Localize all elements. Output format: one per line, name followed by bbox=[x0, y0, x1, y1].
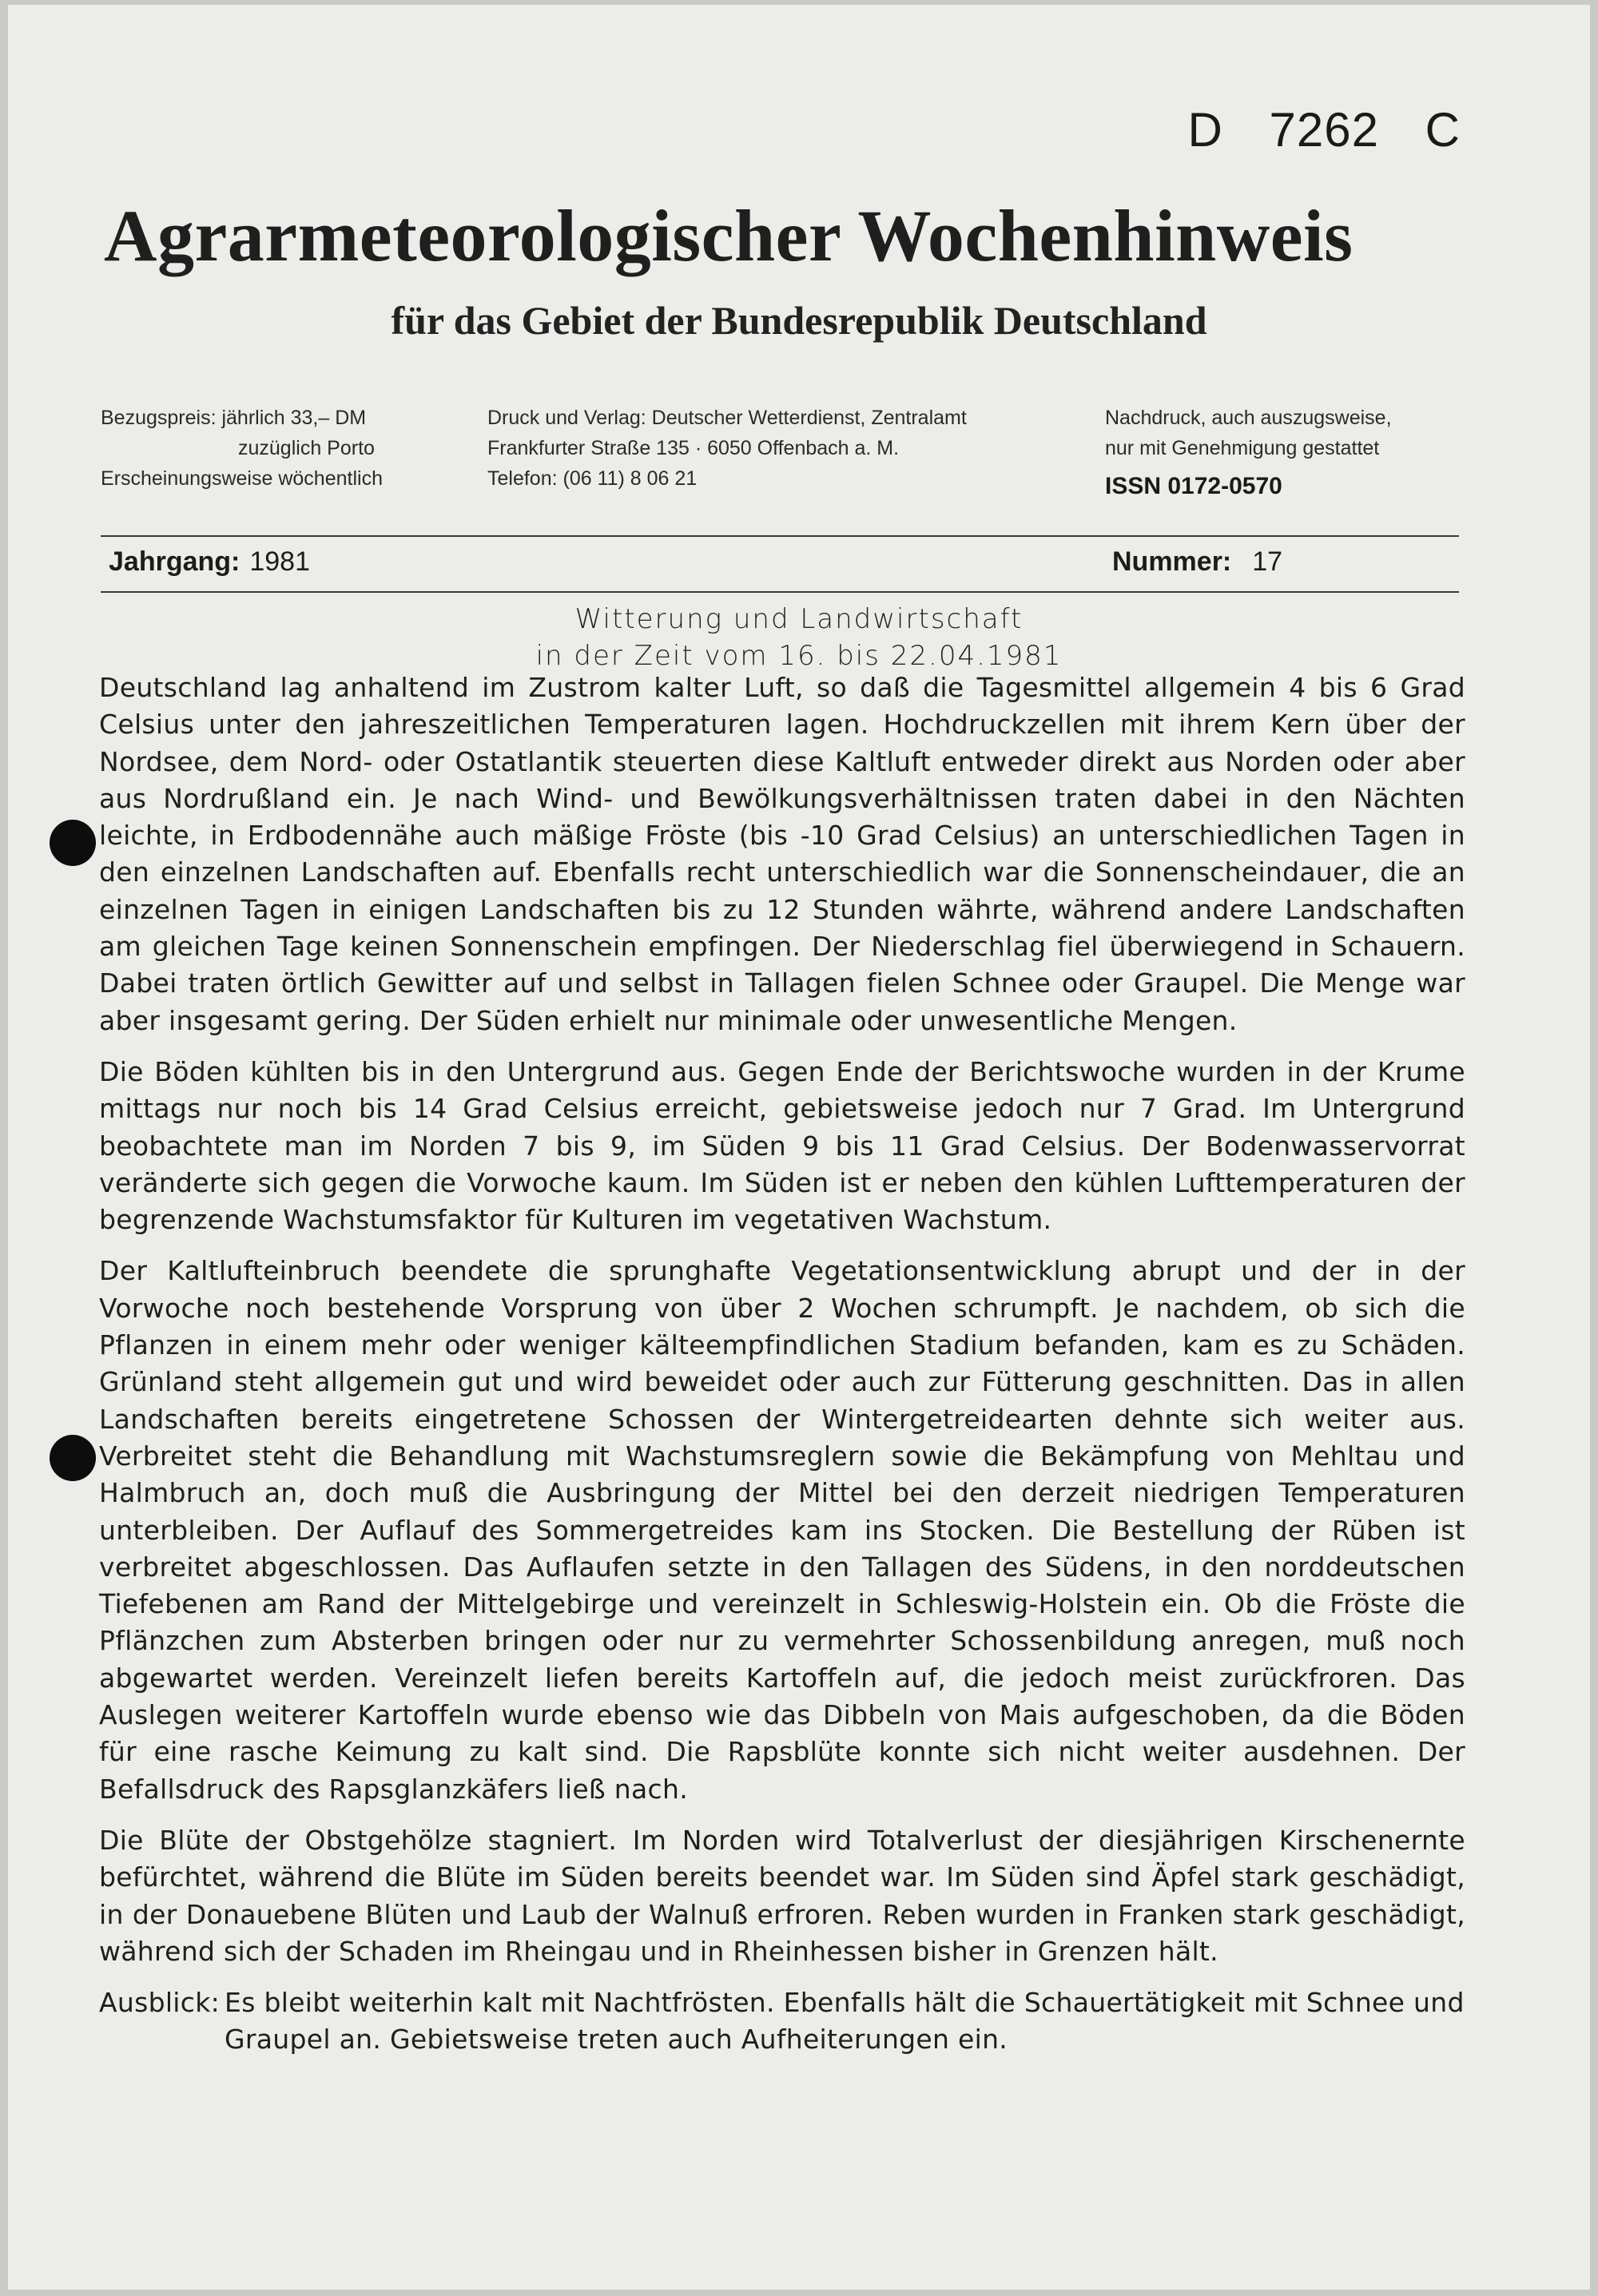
outlook-label: Ausblick: bbox=[99, 1987, 221, 2019]
imprint-line: Erscheinungsweise wöchentlich bbox=[101, 467, 383, 490]
number-label: Nummer: bbox=[1112, 546, 1232, 577]
paragraph-weather: Deutschland lag anhaltend im Zustrom kalter Luft, so daß die Tagesmittel allgemein 4 bis 6 Grad Celsius unter den jahreszeitlichen Temperaturen lagen. Hochdruckzellen mit ihrem Kern über der Nordsee, dem Nord- oder Ostatlantik steuerten diese Kaltluft entweder direkt aus Norden oder aber aus Nordrußland ein. Je nach Wind- und Bewölkungsverhältnissen traten dabei in den Nächten leichte, in Erdbodennähe auch mäßige Fröste (bis -10 Grad Celsius) an unterschiedlichen Tagen in den einzelnen Landschaften auf. Ebenfalls recht unterschiedlich war die Sonnenscheindauer, die an einzelnen Tagen in einigen Landschaften bis zu 12 Stunden währte, während andere Landschaften am gleichen Tage keinen Sonnenschein empfingen. Der Niederschlag fiel überwiegend in Schauern. Dabei traten örtlich Gewitter auf und selbst in Tallagen fielen Schnee oder Graupel. Die Menge war aber insgesamt gering. Der Süden erhielt nur minimale oder unwesentliche Mengen. bbox=[99, 672, 1465, 1036]
divider bbox=[101, 591, 1459, 593]
imprint-line: Druck und Verlag: Deutscher Wetterdienst, Zentralamt bbox=[487, 407, 967, 429]
issue-number bbox=[1112, 546, 1282, 578]
issn: ISSN 0172-0570 bbox=[1105, 473, 1282, 499]
year-label: Jahrgang: bbox=[109, 546, 240, 577]
volume-year bbox=[109, 546, 310, 578]
punch-hole-lower bbox=[50, 1435, 96, 1481]
imprint-line: zuzüglich Porto bbox=[238, 437, 375, 459]
publication-code: D 7262 C bbox=[1187, 103, 1461, 157]
paragraph-fruit: Die Blüte der Obstgehölze stagniert. Im Norden wird Totalverlust der diesjährigen Kirschenernte befürchtet, während die Blüte im Süden bereits beendet war. Im Süden sind Äpfel stark geschädigt, in der Donauebene Blüten und Laub der Walnuß erfroren. Reben wurden in Franken stark geschädigt, während sich der Schaden im Rheingau und in Rheinhessen bisher in Grenzen hält. bbox=[99, 1824, 1465, 1967]
page-subtitle: für das Gebiet der Bundesrepublik Deutschland bbox=[391, 298, 1207, 343]
number-value: 17 bbox=[1252, 546, 1283, 577]
paragraph-crops: Der Kaltlufteinbruch beendete die sprunghafte Vegetationsentwicklung abrupt und der in der Vorwoche noch bestehende Vorsprung von über 2 Wochen schrumpft. Je nachdem, ob sich die Pflanzen in einem mehr oder weniger kälteempfindlichen Stadium befanden, kam es zu Schäden. Grünland steht allgemein gut und wird beweidet oder auch zur Fütterung geschnitten. Das in allen Landschaften bereits eingetretene Schossen der Wintergetreidearten dehnte sich weiter aus. Verbreitet steht die Behandlung mit Wachstumsreglern sowie die Bekämpfung von Mehltau und Halmbruch an, doch muß die Ausbringung der Mittel bei den derzeit niedrigen Temperaturen unterbleiben. Der Auflauf des Sommergetreides kam ins Stocken. Die Bestellung der Rüben ist verbreitet abgeschlossen. Das Auflaufen setzte in den Tallagen des Südens, in den norddeutschen Tiefebenen am Rand der Mittelgebirge und vereinzelt in Schleswig-Holstein ein. Ob die Fröste die Pflänzchen zum Absterben bringen oder nur zu vermehrter Schossenbildung anregen, muß noch abgewartet werden. Vereinzelt liefen bereits Kartoffeln auf, die jedoch meist zurückfroren. Das Auslegen weiterer Kartoffeln wurde ebenso wie das Dibbeln von Mais aufgeschoben, da die Böden für eine rasche Keimung zu kalt sind. Die Rapsblüte konnte sich nicht weiter ausdehnen. Der Befallsdruck des Rapsglanzkäfers ließ nach. bbox=[99, 1255, 1465, 1805]
divider bbox=[101, 535, 1459, 537]
imprint-line: Bezugspreis: jährlich 33,– DM bbox=[101, 407, 367, 429]
punch-hole-upper bbox=[50, 820, 96, 866]
imprint-line: Telefon: (06 11) 8 06 21 bbox=[487, 467, 698, 490]
outlook bbox=[99, 1984, 1465, 2059]
imprint-publisher bbox=[487, 403, 967, 494]
section-heading bbox=[0, 601, 1598, 674]
section-heading-line: Witterung und Landwirtschaft bbox=[574, 603, 1024, 635]
imprint-pricing bbox=[101, 403, 383, 494]
report-body bbox=[99, 669, 1465, 2059]
page-title: Agrarmeteorologischer Wochenhinweis bbox=[104, 195, 1354, 276]
imprint-line: nur mit Genehmigung gestattet bbox=[1105, 437, 1380, 459]
outlook-text: Es bleibt weiterhin kalt mit Nachtfrösten. Ebenfalls hält die Schauertätigkeit mit Schnee und Graupel an. Gebietsweise treten auch Aufheiterungen ein. bbox=[225, 1987, 1465, 2056]
imprint-line: Nachdruck, auch auszugsweise, bbox=[1105, 407, 1392, 429]
imprint-line: Frankfurter Straße 135 · 6050 Offenbach a. M. bbox=[487, 437, 900, 459]
imprint-copyright bbox=[1105, 403, 1392, 502]
paragraph-soil: Die Böden kühlten bis in den Untergrund aus. Gegen Ende der Berichtswoche wurden in der Krume mittags nur noch bis 14 Grad Celsius erreicht, gebietsweise jedoch nur 7 Grad. Im Untergrund beobachtete man im Norden 7 bis 9, im Süden 9 bis 11 Grad Celsius. Der Bodenwasservorrat veränderte sich gegen die Vorwoche kaum. Im Süden ist er neben den kühlen Lufttemperaturen der begrenzende Wachstumsfaktor für Kulturen im vegetativen Wachstum. bbox=[99, 1055, 1465, 1236]
year-value: 1981 bbox=[249, 546, 310, 577]
section-heading-line: in der Zeit vom 16. bis 22.04.1981 bbox=[535, 640, 1063, 672]
